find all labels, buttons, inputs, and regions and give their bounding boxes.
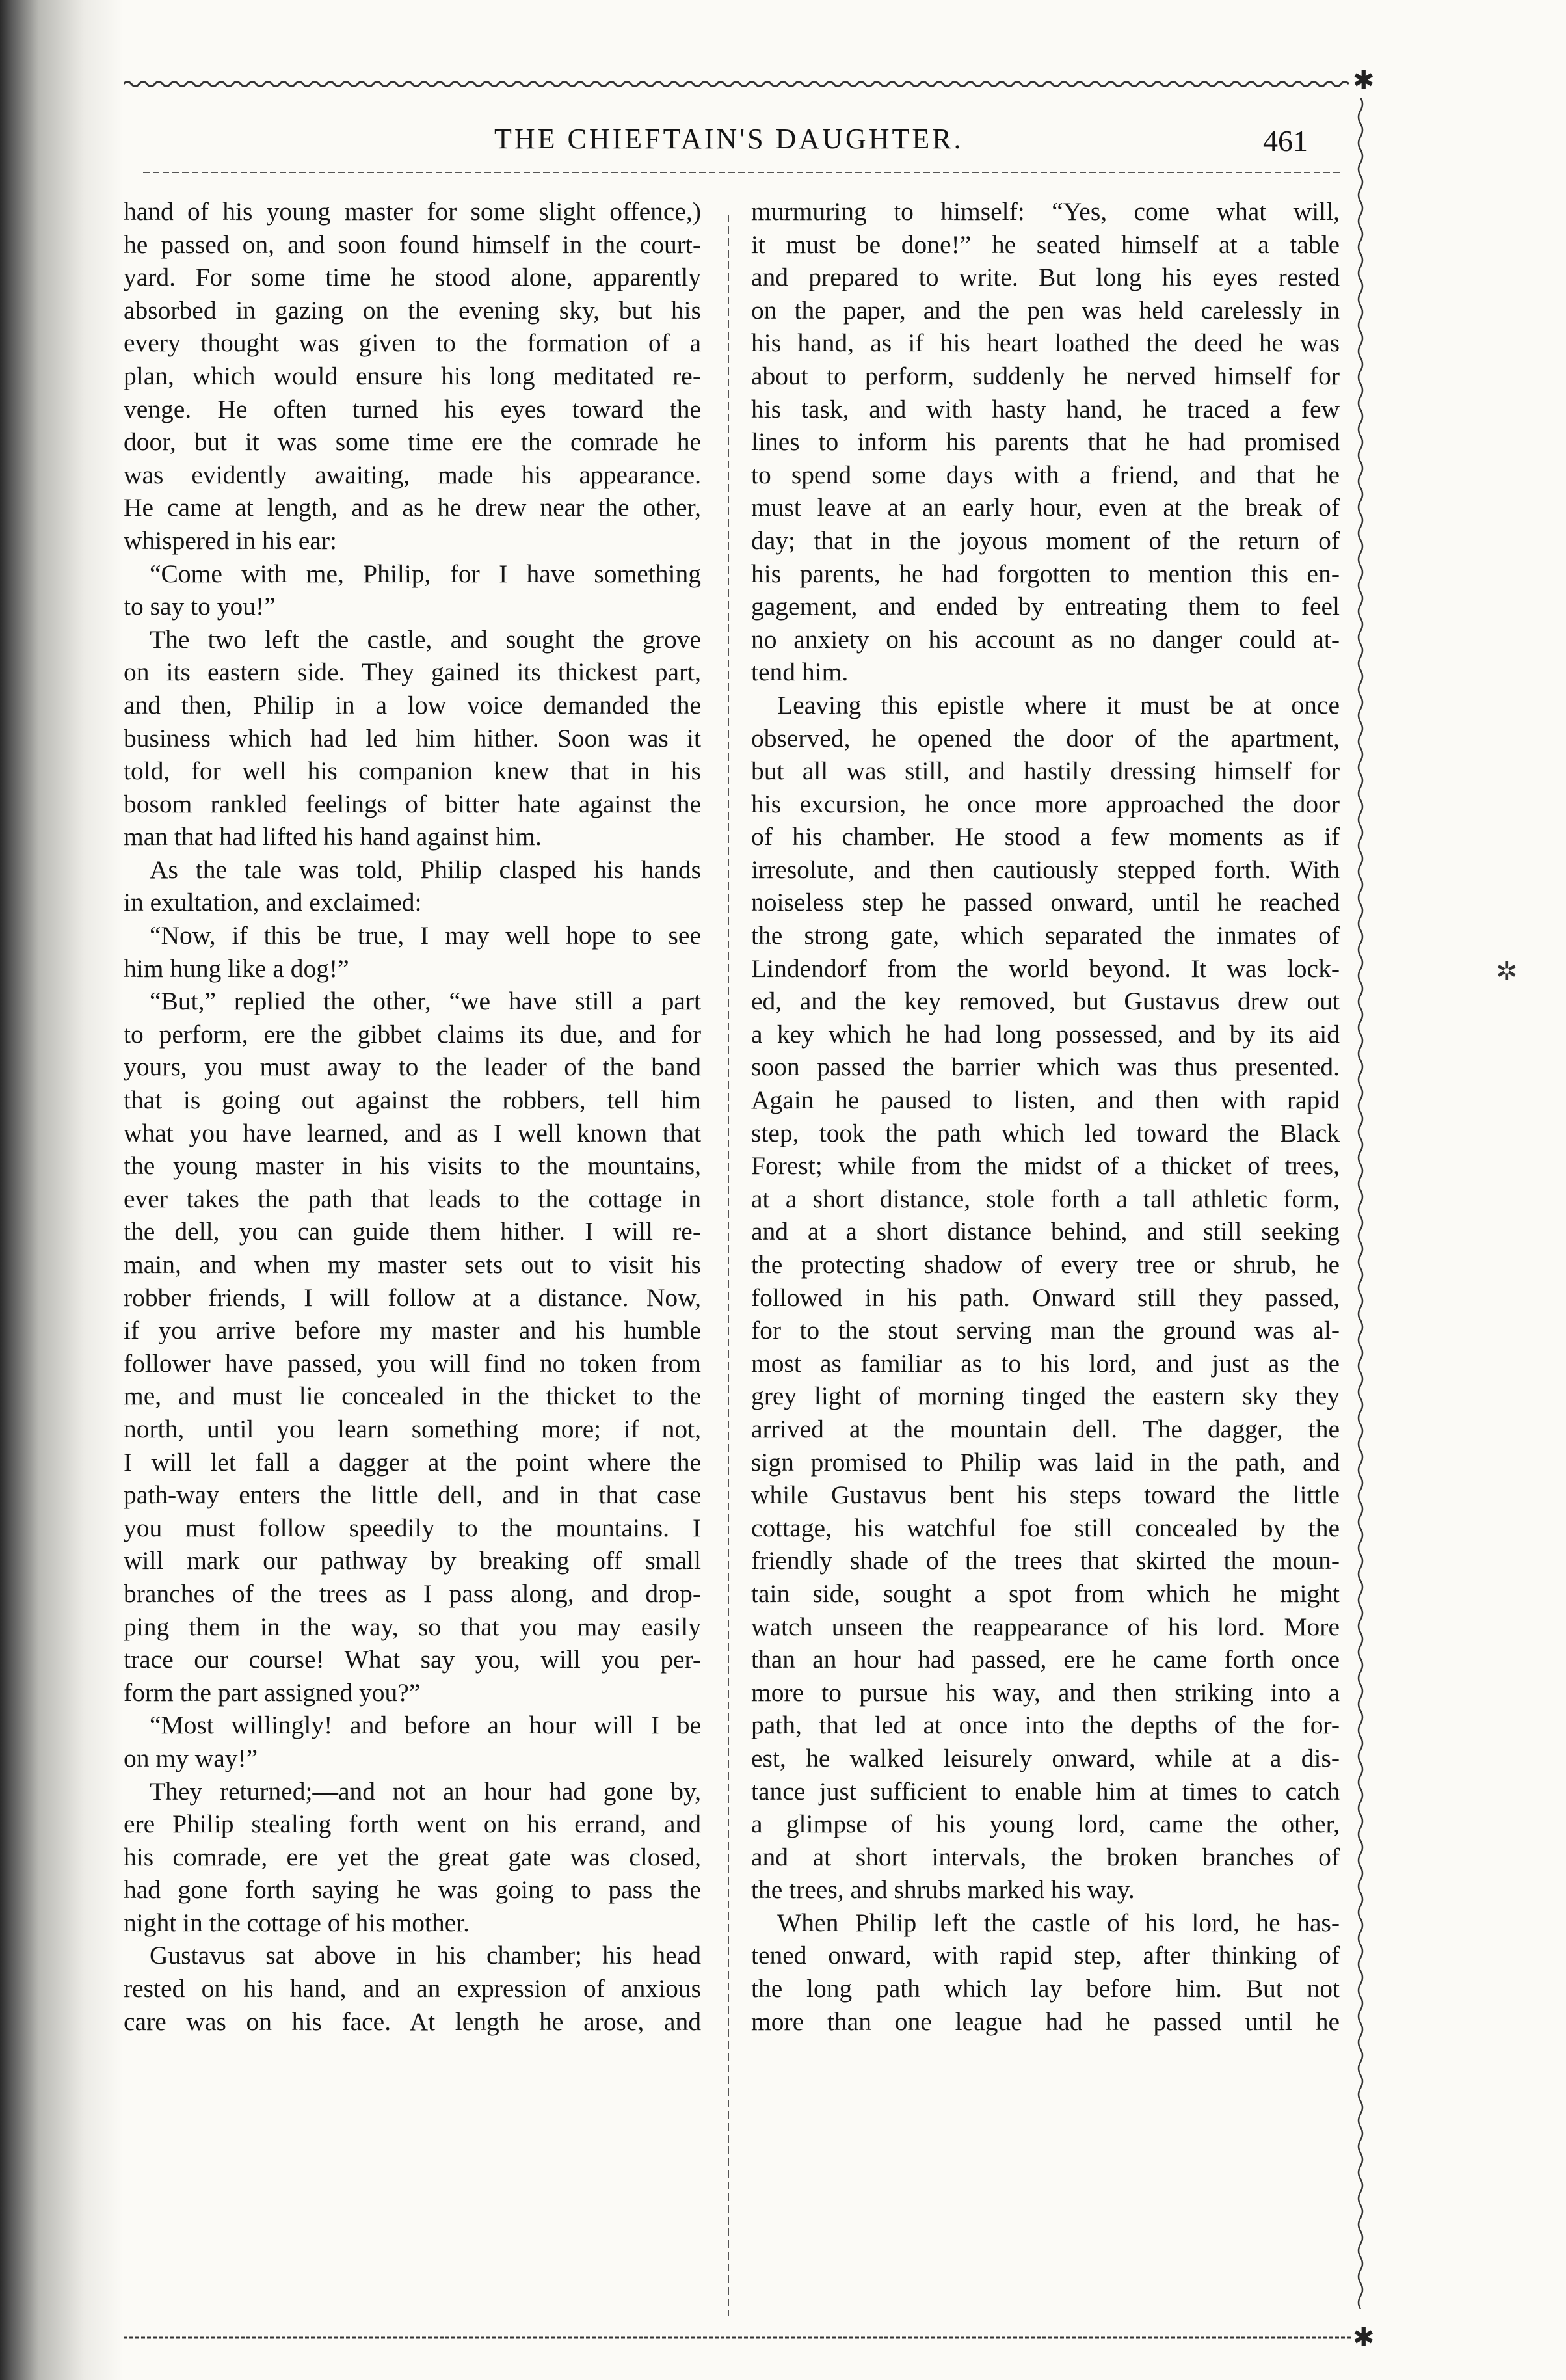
text-line: grey light of morning tinged the eastern sky they	[751, 1382, 1340, 1411]
right-text-column	[751, 195, 1340, 2335]
bottom-ornamental-rule	[124, 2332, 1353, 2344]
text-line: friendly shade of the trees that skirted the moun-	[751, 1546, 1340, 1575]
text-line: rested on his hand, and an expression of anxious	[124, 1974, 701, 2003]
left-text-column	[124, 195, 701, 2335]
text-line: “Now, if this be true, I may well hope to see	[150, 921, 701, 950]
text-line: trace our course! What say you, will you per-	[124, 1645, 701, 1674]
text-line: had gone forth saying he was going to pass the	[124, 1875, 701, 1905]
text-line: path, that led at once into the depths of the for-	[751, 1711, 1340, 1740]
text-line: ed, and the key removed, but Gustavus drew out	[751, 987, 1340, 1016]
text-line: care was on his face. At length he arose, and	[124, 2007, 701, 2036]
text-line: about to perform, suddenly he nerved himself for	[751, 361, 1340, 390]
text-line: the strong gate, which separated the inmates of	[751, 921, 1340, 950]
text-line: for to the stout serving man the ground was al-	[751, 1316, 1340, 1345]
column-divider	[727, 215, 730, 2316]
text-line: “Come with me, Philip, for I have something	[150, 559, 701, 588]
text-line: bosom rankled feelings of bitter hate against the	[124, 789, 701, 818]
text-line: than an hour had passed, ere he came forth once	[751, 1645, 1340, 1674]
text-line: he passed on, and soon found himself in the court-	[124, 230, 701, 259]
header-underline-rule	[143, 167, 1340, 178]
text-line: his hand, as if his heart loathed the deed he was	[751, 328, 1340, 358]
text-line: est, he walked leisurely onward, while at a dis-	[751, 1743, 1340, 1772]
top-ornamental-rule	[124, 78, 1353, 90]
text-line: told, for well his companion knew that in his	[124, 756, 701, 786]
text-line: Lindendorf from the world beyond. It was lock-	[751, 954, 1340, 983]
text-line: man that had lifted his hand against him.	[124, 822, 542, 851]
ink-blot-mark: ✲	[1496, 957, 1518, 986]
text-line: soon passed the barrier which was thus presented.	[751, 1052, 1340, 1082]
text-line: tain side, sought a spot from which he might	[751, 1579, 1340, 1608]
text-line: murmuring to himself: “Yes, come what will,	[751, 197, 1340, 226]
text-line: and at short intervals, the broken branches of	[751, 1842, 1340, 1871]
text-line: his comrade, ere yet the great gate was closed,	[124, 1842, 701, 1871]
text-line: the young master in his visits to the mountains,	[124, 1151, 701, 1181]
text-line: the protecting shadow of every tree or shrub, he	[751, 1250, 1340, 1279]
text-line: branches of the trees as I pass along, and drop-	[124, 1579, 701, 1608]
text-line: his task, and with hasty hand, he traced a few	[751, 394, 1340, 423]
text-line: must leave at an early hour, even at the break of	[751, 493, 1340, 522]
right-edge-ornamental-rule	[1354, 98, 1367, 2309]
text-line: yours, you must away to the leader of the band	[124, 1052, 701, 1082]
text-line: As the tale was told, Philip clasped his hands	[150, 855, 701, 884]
text-line: that is going out against the robbers, tell him	[124, 1086, 701, 1115]
text-line: the trees, and shrubs marked his way.	[751, 1875, 1135, 1905]
text-line: tance just sufficient to enable him at times to catch	[751, 1776, 1340, 1806]
text-line: the dell, you can guide them hither. I will re-	[124, 1217, 701, 1246]
text-line: whispered in his ear:	[124, 526, 337, 555]
text-line: They returned;—and not an hour had gone by,	[150, 1776, 701, 1806]
text-line: lines to inform his parents that he had promised	[751, 427, 1340, 457]
text-line: robber friends, I will follow at a distance. Now,	[124, 1283, 701, 1312]
text-line: on its eastern side. They gained its thickest part,	[124, 658, 701, 687]
text-line: to spend some days with a friend, and that he	[751, 460, 1340, 489]
text-line: The two left the castle, and sought the grove	[150, 624, 701, 654]
bottom-corner-star-ornament: ✱	[1353, 2323, 1375, 2352]
text-line: day; that in the joyous moment of the return of	[751, 526, 1340, 555]
text-line: watch unseen the reappearance of his lord. More	[751, 1612, 1340, 1641]
text-line: form the part assigned you?”	[124, 1678, 421, 1707]
text-line: ever takes the path that leads to the cottage in	[124, 1184, 701, 1213]
text-line: business which had led him hither. Soon was it	[124, 723, 701, 753]
text-line: venge. He often turned his eyes toward the	[124, 394, 701, 423]
text-line: him hung like a dog!”	[124, 954, 349, 983]
text-line: follower have passed, you will find no token from	[124, 1348, 701, 1378]
corner-star-ornament: ✱	[1353, 66, 1375, 95]
text-line: at a short distance, stole forth a tall athletic form,	[751, 1184, 1340, 1213]
text-line: yard. For some time he stood alone, apparently	[124, 263, 701, 292]
text-line: a key which he had long possessed, and by its aid	[751, 1019, 1340, 1049]
text-line: ping them in the way, so that you may easily	[124, 1612, 701, 1641]
text-line: absorbed in gazing on the evening sky, but his	[124, 295, 701, 325]
text-line: path-way enters the little dell, and in that case	[124, 1480, 701, 1510]
text-line: Again he paused to listen, and then with rapid	[751, 1086, 1340, 1115]
text-line: his excursion, he once more approached the door	[751, 789, 1340, 818]
text-line: “But,” replied the other, “we have still a part	[150, 987, 701, 1016]
text-line: irresolute, and then cautiously stepped forth. With	[751, 855, 1340, 884]
text-line: tend him.	[751, 658, 849, 687]
text-line: Gustavus sat above in his chamber; his head	[150, 1941, 701, 1970]
text-line: arrived at the mountain dell. The dagger, the	[751, 1414, 1340, 1443]
text-line: ere Philip stealing forth went on his errand, and	[124, 1810, 701, 1839]
text-line: north, until you learn something more; if not,	[124, 1414, 701, 1443]
text-line: his parents, he had forgotten to mention this en-	[751, 559, 1340, 588]
text-line: sign promised to Philip was laid in the path, and	[751, 1447, 1340, 1477]
text-line: cottage, his watchful foe still concealed by the	[751, 1513, 1340, 1542]
text-line: was evidently awaiting, made his appearance.	[124, 460, 701, 489]
text-line: hand of his young master for some slight offence,)	[124, 197, 701, 226]
text-line: to perform, ere the gibbet claims its due, and for	[124, 1019, 701, 1049]
text-line: Leaving this epistle where it must be at once	[777, 690, 1340, 719]
text-line: of his chamber. He stood a few moments as if	[751, 822, 1340, 851]
text-line: if you arrive before my master and his humble	[124, 1316, 701, 1345]
text-line: noiseless step he passed onward, until he reached	[751, 888, 1340, 917]
text-line: door, but it was some time ere the comrade he	[124, 427, 701, 457]
text-line: and prepared to write. But long his eyes rested	[751, 263, 1340, 292]
text-line: I will let fall a dagger at the point where the	[124, 1447, 701, 1477]
text-line: what you have learned, and as I well known that	[124, 1118, 701, 1147]
text-line: “Most willingly! and before an hour will I be	[150, 1711, 701, 1740]
text-line: more than one league had he passed until he	[751, 2007, 1340, 2036]
text-line: night in the cottage of his mother.	[124, 1908, 470, 1937]
text-line: every thought was given to the formation of a	[124, 328, 701, 358]
text-line: but all was still, and hastily dressing himself for	[751, 756, 1340, 786]
text-line: it must be done!” he seated himself at a table	[751, 230, 1340, 259]
text-line: while Gustavus bent his steps toward the little	[751, 1480, 1340, 1510]
text-line: plan, which would ensure his long meditated re-	[124, 361, 701, 390]
text-line: Forest; while from the midst of a thicket of trees,	[751, 1151, 1340, 1181]
text-line: you must follow speedily to the mountains. I	[124, 1513, 701, 1542]
text-line: in exultation, and exclaimed:	[124, 888, 422, 917]
page-number: 461	[1263, 124, 1308, 157]
text-line: gagement, and ended by entreating them to feel	[751, 592, 1340, 621]
text-line: and then, Philip in a low voice demanded the	[124, 690, 701, 719]
text-line: on my way!”	[124, 1743, 258, 1772]
text-line: When Philip left the castle of his lord, he has-	[777, 1908, 1340, 1937]
text-line: most as familiar as to his lord, and just as the	[751, 1348, 1340, 1378]
text-line: on the paper, and the pen was held carelessly in	[751, 295, 1340, 325]
book-spine-shadow	[0, 0, 124, 2380]
text-line: step, took the path which led toward the Black	[751, 1118, 1340, 1147]
text-line: main, and when my master sets out to visit his	[124, 1250, 701, 1279]
text-line: to say to you!”	[124, 592, 276, 621]
text-line: and at a short distance behind, and still seeking	[751, 1217, 1340, 1246]
text-line: the long path which lay before him. But not	[751, 1974, 1340, 2003]
text-line: me, and must lie concealed in the thicket to the	[124, 1382, 701, 1411]
text-line: no anxiety on his account as no danger could at-	[751, 624, 1340, 654]
text-line: He came at length, and as he drew near the other,	[124, 493, 701, 522]
text-line: will mark our pathway by breaking off small	[124, 1546, 701, 1575]
text-line: more to pursue his way, and then striking into a	[751, 1678, 1340, 1707]
text-line: a glimpse of his young lord, came the other,	[751, 1810, 1340, 1839]
text-line: observed, he opened the door of the apartment,	[751, 723, 1340, 753]
text-line: tened onward, with rapid step, after thinking of	[751, 1941, 1340, 1970]
running-title: THE CHIEFTAIN'S DAUGHTER.	[494, 123, 964, 155]
text-line: followed in his path. Onward still they passed,	[751, 1283, 1340, 1312]
